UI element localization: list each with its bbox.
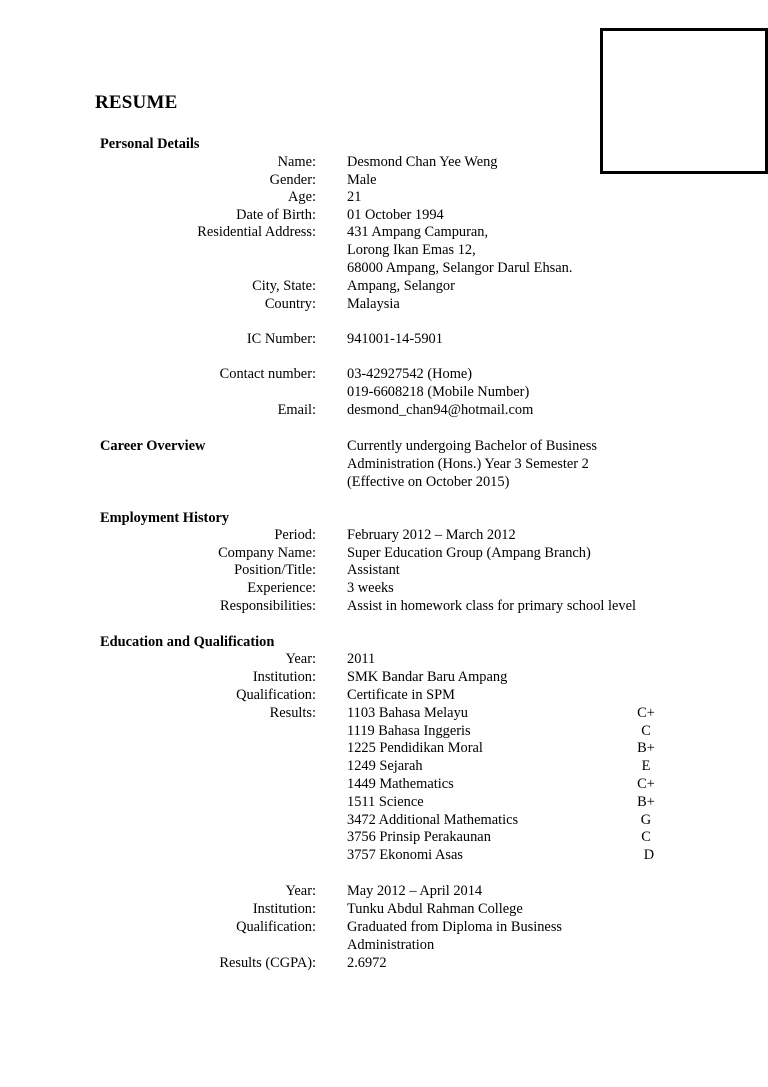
result-subject: 1103 Bahasa Melayu — [347, 705, 468, 721]
diploma-year-value: May 2012 – April 2014 — [347, 883, 483, 899]
gender-label: Gender: — [269, 172, 316, 188]
spm-institution-value: SMK Bandar Baru Ampang — [347, 669, 508, 685]
result-subject: 1449 Mathematics — [347, 776, 454, 792]
gender-value: Male — [347, 172, 377, 188]
country-label: Country: — [264, 296, 316, 312]
career-overview-heading: Career Overview — [100, 438, 206, 454]
age-value: 21 — [347, 189, 362, 205]
spm-year-value: 2011 — [347, 651, 376, 667]
contact-home: 03-42927542 (Home) — [347, 366, 473, 382]
email-label: Email: — [277, 402, 316, 418]
address-label: Residential Address: — [197, 224, 316, 240]
contact-mobile: 019-6608218 (Mobile Number) — [347, 384, 530, 400]
diploma-institution-label: Institution: — [252, 901, 316, 917]
responsibilities-label: Responsibilities: — [220, 598, 316, 614]
diploma-results-label: Results (CGPA): — [219, 955, 316, 971]
education-heading: Education and Qualification — [100, 634, 275, 650]
career-line-2: Administration (Hons.) Year 3 Semester 2 — [347, 456, 589, 472]
result-subject: 3472 Additional Mathematics — [347, 812, 519, 828]
experience-label: Experience: — [247, 580, 316, 596]
result-grade: C+ — [637, 776, 655, 792]
name-value: Desmond Chan Yee Weng — [347, 154, 498, 170]
spm-institution-label: Institution: — [252, 669, 316, 685]
period-label: Period: — [274, 527, 316, 543]
result-grade: D — [643, 847, 655, 863]
spm-qualification-label: Qualification: — [236, 687, 316, 703]
address-line-3: 68000 Ampang, Selangor Darul Ehsan. — [347, 260, 573, 276]
city-label: City, State: — [252, 278, 316, 294]
name-label: Name: — [277, 154, 316, 170]
result-grade: G — [640, 812, 652, 828]
position-label: Position/Title: — [234, 562, 316, 578]
spm-results-label: Results: — [269, 705, 316, 721]
career-line-1: Currently undergoing Bachelor of Business — [347, 438, 597, 454]
country-value: Malaysia — [347, 296, 400, 312]
company-value: Super Education Group (Ampang Branch) — [347, 545, 591, 561]
experience-value: 3 weeks — [347, 580, 394, 596]
dob-value: 01 October 1994 — [347, 207, 444, 223]
result-grade: C — [641, 829, 651, 845]
result-subject: 3756 Prinsip Perakaunan — [347, 829, 491, 845]
result-grade: C — [641, 723, 651, 739]
career-line-3: (Effective on October 2015) — [347, 474, 510, 490]
contact-label: Contact number: — [219, 366, 316, 382]
company-label: Company Name: — [218, 545, 316, 561]
result-grade: C+ — [637, 705, 655, 721]
spm-year-label: Year: — [285, 651, 316, 667]
diploma-year-label: Year: — [285, 883, 316, 899]
result-subject: 1119 Bahasa Inggeris — [347, 723, 471, 739]
email-value: desmond_chan94@hotmail.com — [347, 402, 534, 418]
ic-value: 941001-14-5901 — [347, 331, 443, 347]
position-value: Assistant — [347, 562, 400, 578]
diploma-qualification-line-1: Graduated from Diploma in Business — [347, 919, 563, 935]
result-grade: B+ — [637, 794, 655, 810]
result-grade: B+ — [637, 740, 655, 756]
photo-placeholder-box — [600, 28, 768, 174]
diploma-qualification-line-2: Administration — [347, 937, 435, 953]
period-value: February 2012 – March 2012 — [347, 527, 516, 543]
address-line-1: 431 Ampang Campuran, — [347, 224, 489, 240]
result-subject: 1511 Science — [347, 794, 424, 810]
personal-details-heading: Personal Details — [100, 136, 200, 152]
diploma-institution-value: Tunku Abdul Rahman College — [347, 901, 523, 917]
address-line-2: Lorong Ikan Emas 12, — [347, 242, 476, 258]
city-value: Ampang, Selangor — [347, 278, 455, 294]
diploma-results-value: 2.6972 — [347, 955, 387, 971]
result-subject: 1249 Sejarah — [347, 758, 423, 774]
employment-history-heading: Employment History — [100, 510, 230, 526]
result-subject: 1225 Pendidikan Moral — [347, 740, 483, 756]
ic-label: IC Number: — [246, 331, 316, 347]
resume-title: RESUME — [95, 92, 178, 113]
result-subject: 3757 Ekonomi Asas — [347, 847, 463, 863]
result-grade: E — [641, 758, 651, 774]
diploma-qualification-label: Qualification: — [236, 919, 316, 935]
dob-label: Date of Birth: — [236, 207, 316, 223]
age-label: Age: — [288, 189, 316, 205]
spm-qualification-value: Certificate in SPM — [347, 687, 455, 703]
responsibilities-value: Assist in homework class for primary school level — [347, 598, 636, 614]
